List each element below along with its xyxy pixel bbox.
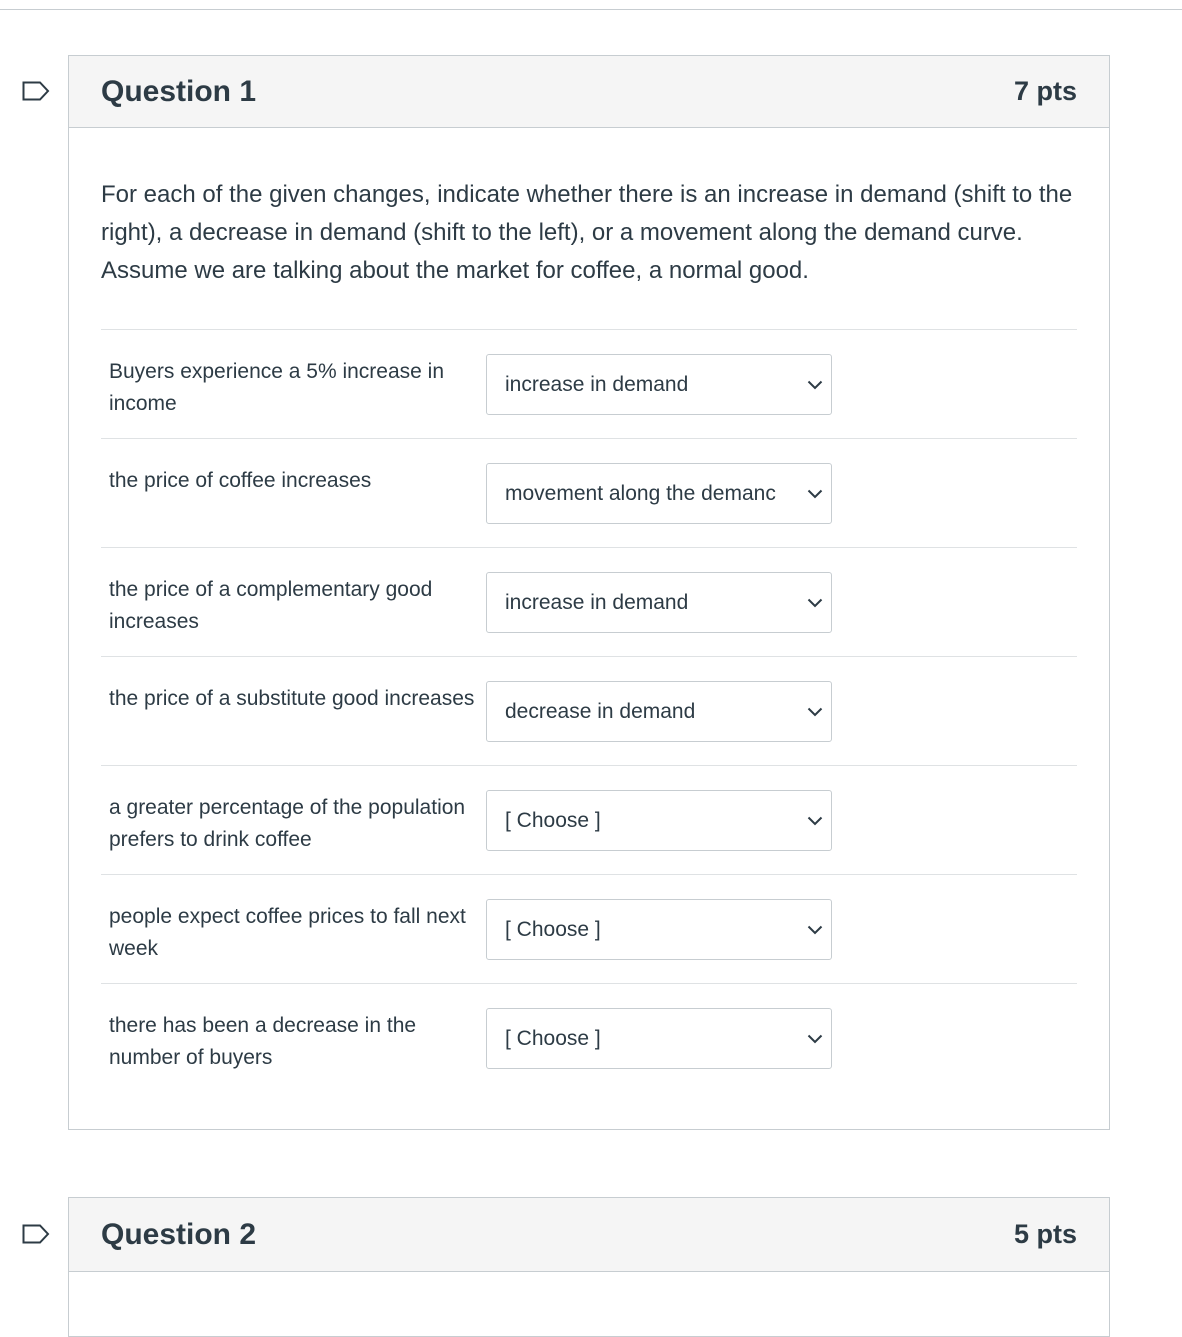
answer-label: the price of a substitute good increases bbox=[109, 687, 475, 710]
chevron-down-icon bbox=[807, 925, 823, 935]
answer-row bbox=[101, 548, 1077, 657]
chevron-down-icon bbox=[807, 1034, 823, 1044]
answer-label: people expect coffee prices to fall next week bbox=[109, 905, 466, 960]
chevron-down-icon bbox=[807, 707, 823, 717]
question-1-points: 7 pts bbox=[1013, 76, 1077, 106]
dropdown-value: [ Choose ] bbox=[505, 917, 601, 941]
question-2-title: Question 2 bbox=[101, 1217, 257, 1251]
answer-label: Buyers experience a 5% increase in income bbox=[109, 360, 445, 415]
chevron-down-icon bbox=[807, 598, 823, 608]
dropdown-value: increase in demand bbox=[505, 590, 689, 614]
answer-dropdown[interactable] bbox=[486, 572, 832, 633]
answer-dropdown[interactable] bbox=[486, 681, 832, 742]
dropdown-value: [ Choose ] bbox=[505, 808, 601, 832]
answer-row bbox=[101, 657, 1077, 766]
flag-question-1-icon[interactable] bbox=[22, 81, 50, 101]
answer-row bbox=[101, 330, 1077, 439]
answer-label: a greater percentage of the population prefers to drink coffee bbox=[109, 796, 466, 851]
answer-row bbox=[101, 766, 1077, 875]
question-1-title: Question 1 bbox=[101, 74, 257, 108]
question-1-header bbox=[69, 56, 1109, 128]
answer-dropdown[interactable] bbox=[486, 899, 832, 960]
answer-label: there has been a decrease in the number of buyers bbox=[109, 1014, 417, 1069]
chevron-down-icon bbox=[807, 380, 823, 390]
answer-label: the price of coffee increases bbox=[109, 469, 372, 492]
flag-question-2-icon[interactable] bbox=[22, 1224, 50, 1244]
answer-dropdown[interactable] bbox=[486, 790, 832, 851]
question-1-body bbox=[69, 128, 1109, 1149]
answer-dropdown[interactable] bbox=[486, 1008, 832, 1069]
dropdown-value: increase in demand bbox=[505, 372, 689, 396]
question-2 bbox=[68, 1197, 1110, 1337]
dropdown-value: [ Choose ] bbox=[505, 1026, 601, 1050]
answer-list bbox=[101, 329, 1077, 1093]
dropdown-value: movement along the demanc bbox=[505, 481, 776, 505]
top-divider bbox=[0, 9, 1182, 10]
question-1 bbox=[68, 55, 1110, 1130]
answer-dropdown[interactable] bbox=[486, 354, 832, 415]
chevron-down-icon bbox=[807, 489, 823, 499]
answer-dropdown[interactable] bbox=[486, 463, 832, 524]
question-2-header bbox=[69, 1198, 1109, 1272]
answer-row bbox=[101, 984, 1077, 1093]
chevron-down-icon bbox=[807, 816, 823, 826]
answer-label: the price of a complementary good increases bbox=[109, 578, 433, 633]
answer-row bbox=[101, 875, 1077, 984]
question-2-points: 5 pts bbox=[1013, 1219, 1077, 1249]
question-1-text: For each of the given changes, indicate whether there is an increase in demand (shift to the right), a decrease in demand (shift to the left), or a movement along the demand curve. Assume we are talking about the market for coffee, a normal good. bbox=[101, 181, 1073, 284]
answer-row bbox=[101, 439, 1077, 548]
dropdown-value: decrease in demand bbox=[505, 699, 696, 723]
